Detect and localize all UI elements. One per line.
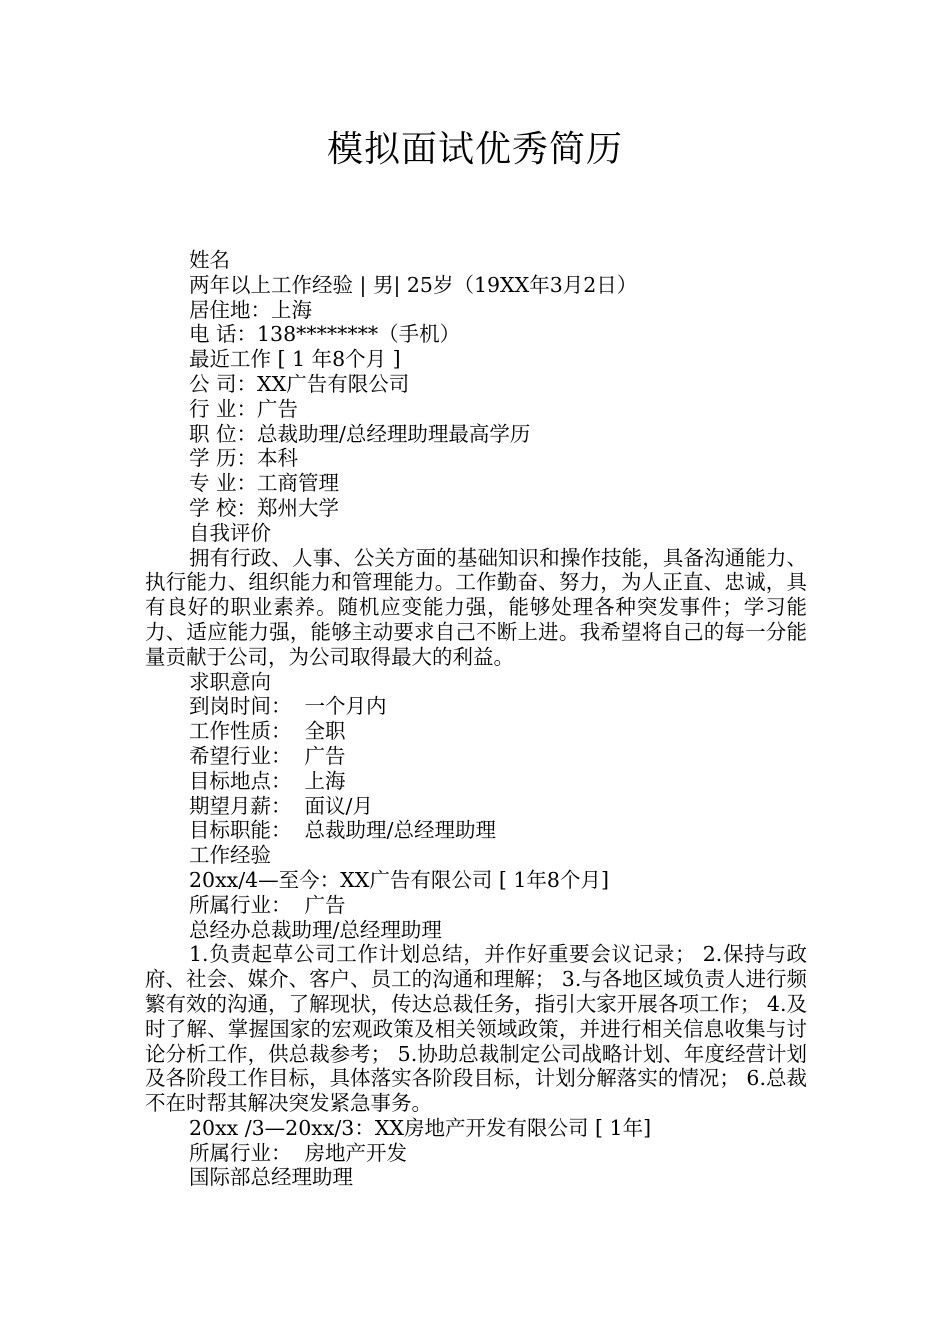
residence-line: 居住地：上海 (189, 297, 312, 322)
job1-period-company: 20xx/4—至今：XX广告有限公司 [ 1年8个月] (189, 867, 609, 892)
intent-job-type: 工作性质： 全职 (189, 719, 346, 744)
school-line: 学 校：郑州大学 (189, 495, 340, 520)
job-intent-heading: 求职意向 (189, 669, 271, 694)
phone-line: 电 话：138********（手机） (189, 322, 461, 347)
major-line: 专 业：工商管理 (189, 471, 340, 496)
company-line: 公 司：XX广告有限公司 (189, 371, 410, 396)
intent-salary: 期望月薪： 面议/月 (189, 793, 373, 818)
job1-industry: 所属行业： 广告 (189, 892, 346, 917)
intent-industry: 希望行业： 广告 (189, 743, 346, 768)
intent-arrival-time: 到岗时间： 一个月内 (189, 694, 387, 719)
work-experience-heading: 工作经验 (189, 843, 271, 868)
job2-period-company: 20xx /3—20xx/3：XX房地产开发有限公司 [ 1年] (189, 1115, 652, 1140)
self-evaluation-heading: 自我评价 (189, 520, 271, 545)
position-line: 职 位：总裁助理/总经理助理最高学历 (189, 421, 531, 446)
job2-title: 国际部总经理助理 (189, 1165, 353, 1190)
intent-location: 目标地点： 上海 (189, 768, 346, 793)
self-evaluation-text: 拥有行政、人事、公关方面的基础知识和操作技能，具备沟通能力、执行能力、组织能力和管理能力。工作勤奋、努力，为人正直、忠诚，具有良好的职业素养。随机应变能力强，能够处理各种突发事件；学习能力、适应能力强，能够主动要求自己不断上进。我希望将自己的每一分能量贡献于公司，为公司取得最大的利益。 (145, 545, 807, 669)
intent-function: 目标职能： 总裁助理/总经理助理 (189, 818, 496, 843)
page-title: 模拟面试优秀简历 (326, 129, 623, 170)
name-line: 姓名 (189, 248, 230, 272)
education-line: 学 历：本科 (189, 446, 299, 471)
industry-line: 行 业：广告 (189, 396, 299, 421)
resume-body (145, 248, 807, 1190)
experience-summary-line: 两年以上工作经验 | 男| 25岁（19XX年3月2日） (189, 272, 638, 297)
recent-work-line: 最近工作 [ 1 年8个月 ] (189, 347, 401, 372)
job1-title: 总经办总裁助理/总经理助理 (189, 917, 442, 942)
job1-duties: 1.负责起草公司工作计划总结，并作好重要会议记录； 2.保持与政府、社会、媒介、客户、员工的沟通和理解； 3.与各地区域负责人进行频繁有效的沟通，了解现状，传达总裁任务，指引大家开展各项工作； 4.及时了解、掌握国家的宏观政策及相关领域政策，并进行相关信息收集与讨论分析工作，供总裁参考； 5.协助总裁制定公司战略计划、年度经营计划及各阶段工作目标，具体落实各阶段目标，计划分解落实的情况； 6.总裁不在时帮其解决突发紧急事务。 (145, 942, 807, 1116)
job2-industry: 所属行业： 房地产开发 (189, 1140, 408, 1165)
